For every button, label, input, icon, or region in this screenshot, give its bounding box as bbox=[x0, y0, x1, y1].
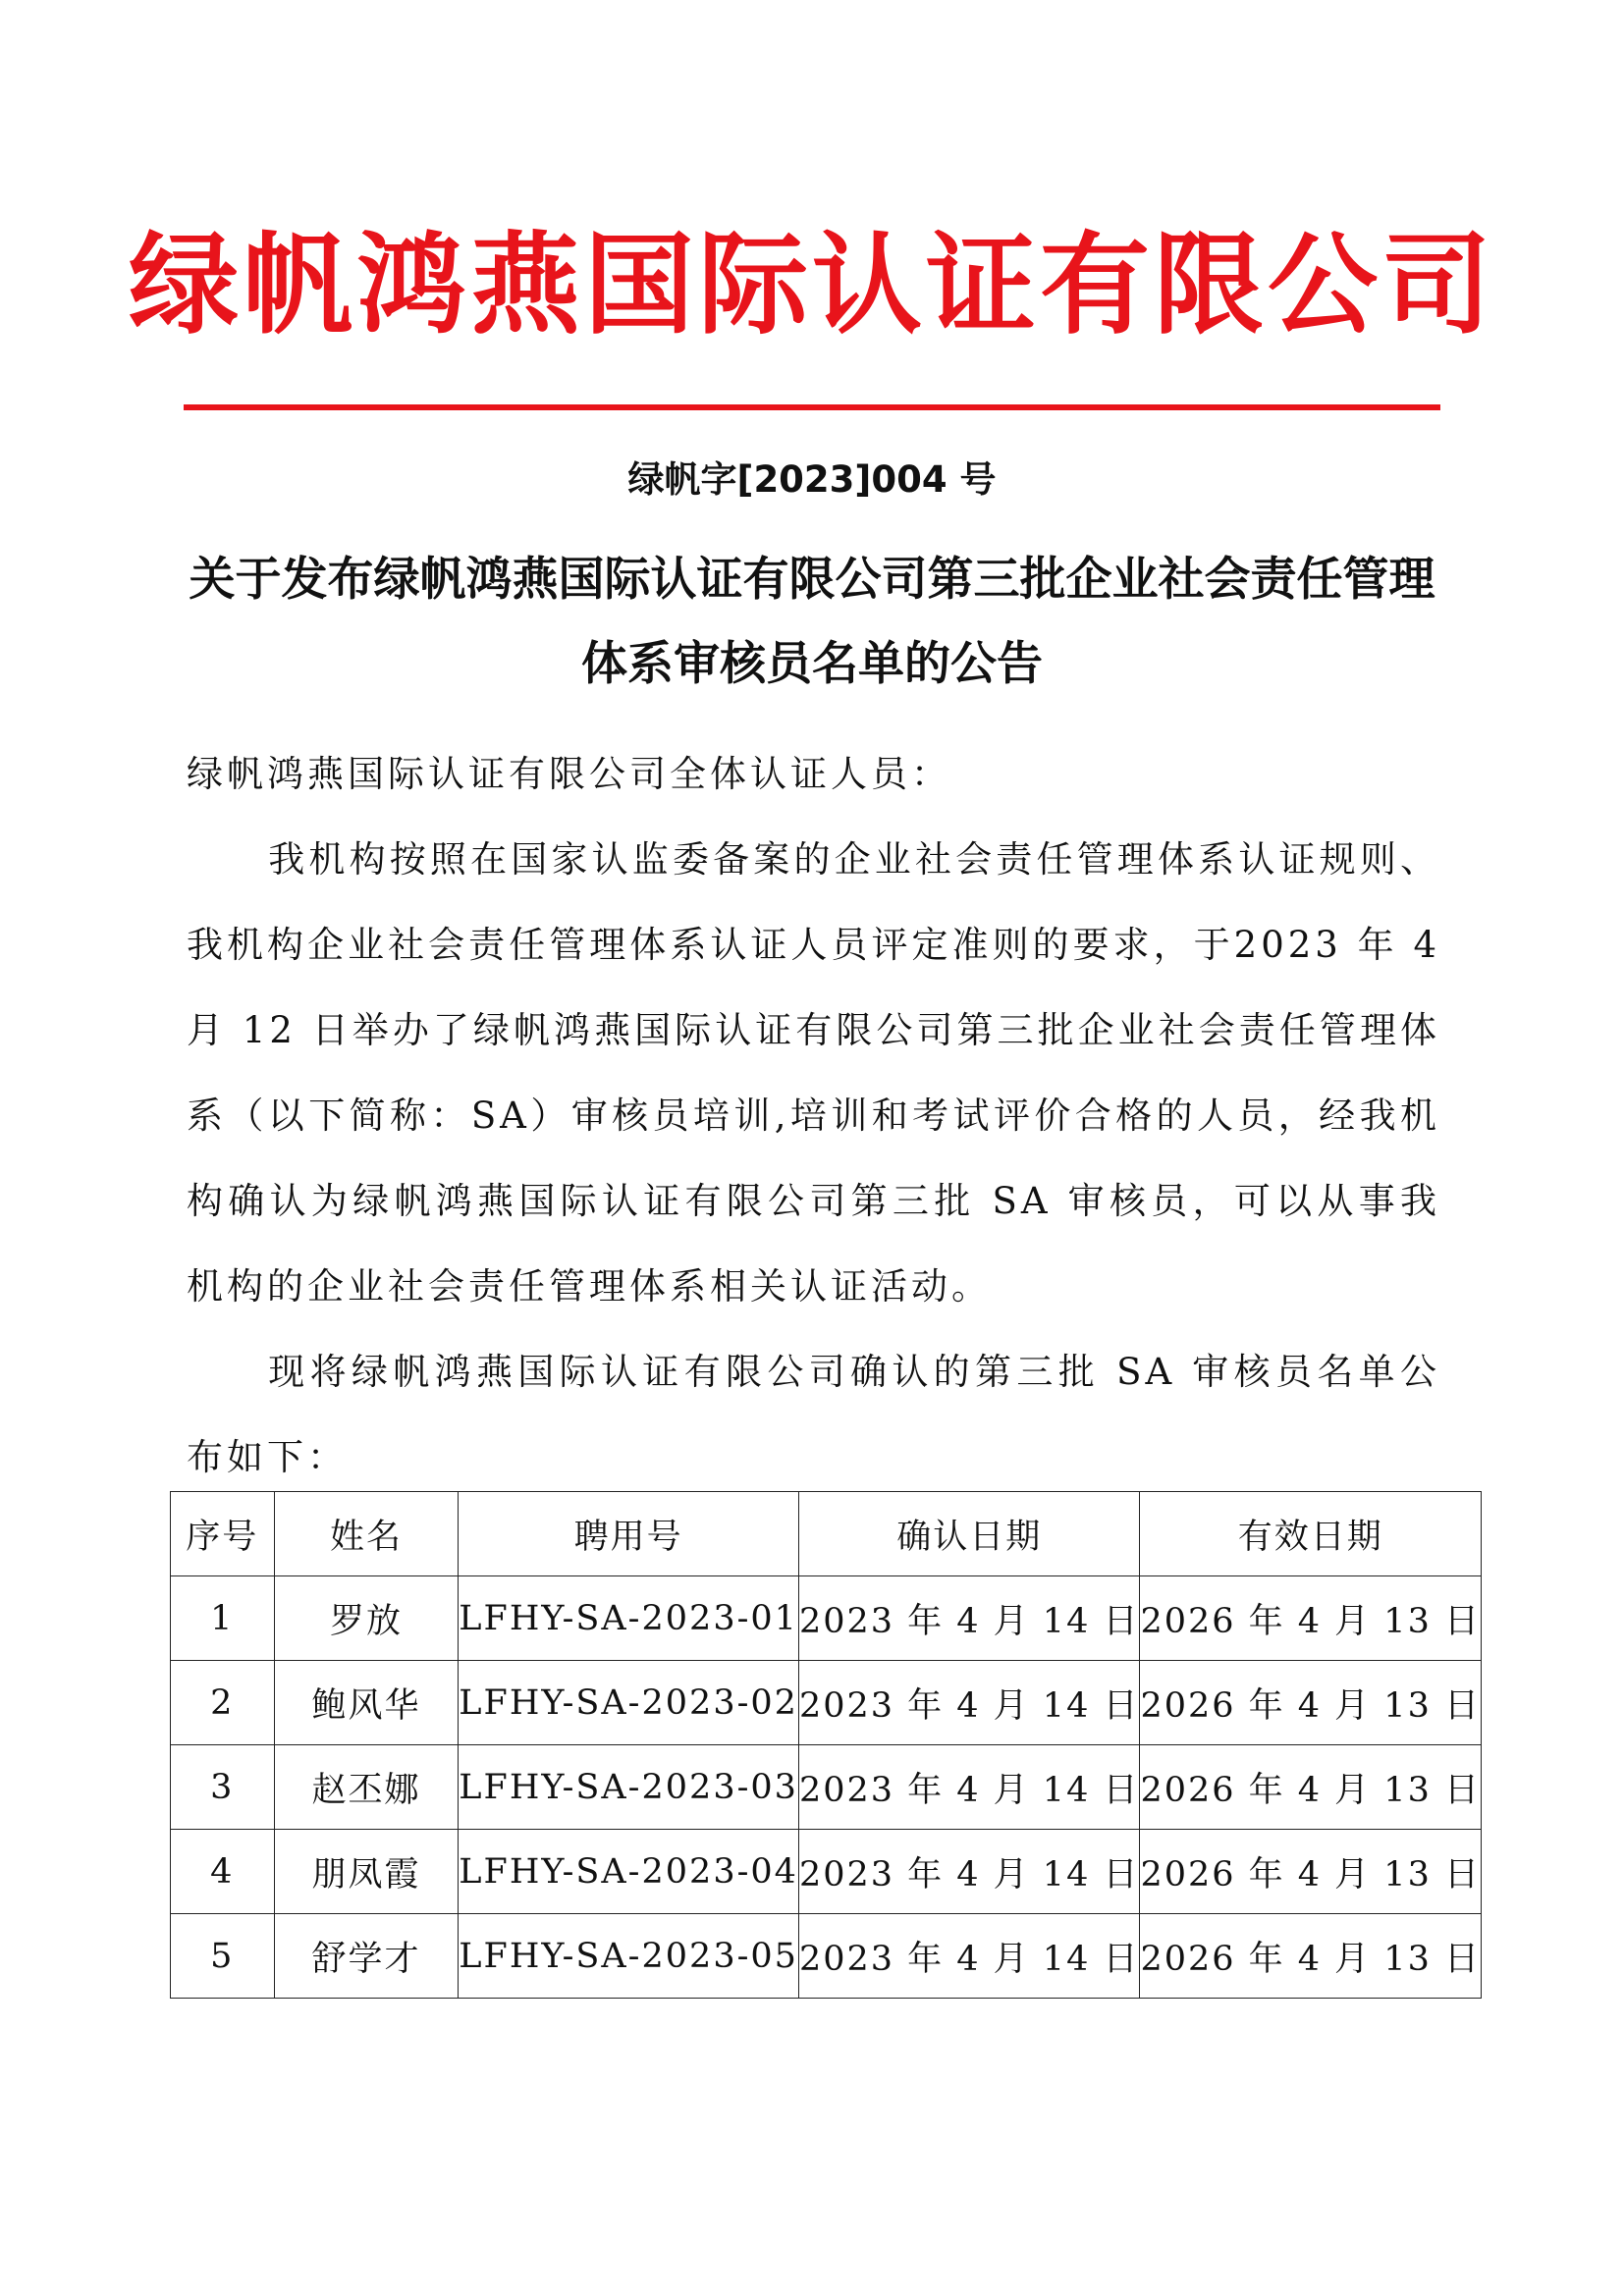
cell-seq: 1 bbox=[171, 1576, 275, 1661]
salutation: 绿帆鸿燕国际认证有限公司全体认证人员： bbox=[187, 753, 951, 795]
column-header-name: 姓名 bbox=[274, 1492, 459, 1576]
cell-seq: 2 bbox=[171, 1661, 275, 1745]
cell-seq: 4 bbox=[171, 1830, 275, 1914]
cell-confirm-date: 2023 年 4 月 14 日 bbox=[798, 1745, 1140, 1830]
cell-valid-date: 2026 年 4 月 13 日 bbox=[1140, 1661, 1482, 1745]
table-header-row bbox=[171, 1492, 1482, 1576]
cell-employment-number: LFHY-SA-2023-04 bbox=[459, 1830, 799, 1914]
body-paragraph-1: 我机构按照在国家认监委备案的企业社会责任管理体系认证规则、我机构企业社会责任管理体系认证人员评定准则的要求，于2023 年 4 月 12 日举办了绿帆鸿燕国际认证有限公司第三批企业社会责任管理体系（以下简称：SA）审核员培训,培训和考试评价合格的人员，经我机构确认为绿帆鸿燕国际认证有限公司第三批 SA 审核员，可以从事我机构的企业社会责任管理体系相关认证活动。 bbox=[187, 838, 1440, 1308]
table-row bbox=[171, 1576, 1482, 1661]
cell-valid-date: 2026 年 4 月 13 日 bbox=[1140, 1745, 1482, 1830]
cell-employment-number: LFHY-SA-2023-01 bbox=[459, 1576, 799, 1661]
cell-name: 朋凤霞 bbox=[274, 1830, 459, 1914]
column-header-seq: 序号 bbox=[171, 1492, 275, 1576]
cell-valid-date: 2026 年 4 月 13 日 bbox=[1140, 1830, 1482, 1914]
cell-employment-number: LFHY-SA-2023-05 bbox=[459, 1914, 799, 1999]
cell-valid-date: 2026 年 4 月 13 日 bbox=[1140, 1914, 1482, 1999]
cell-name: 舒学才 bbox=[274, 1914, 459, 1999]
cell-confirm-date: 2023 年 4 月 14 日 bbox=[798, 1914, 1140, 1999]
table-row bbox=[171, 1914, 1482, 1999]
cell-confirm-date: 2023 年 4 月 14 日 bbox=[798, 1576, 1140, 1661]
header-red-rule bbox=[184, 404, 1440, 410]
cell-name: 罗放 bbox=[274, 1576, 459, 1661]
column-header-confirm-date: 确认日期 bbox=[798, 1492, 1140, 1576]
column-header-valid-date: 有效日期 bbox=[1140, 1492, 1482, 1576]
body-paragraph-2: 现将绿帆鸿燕国际认证有限公司确认的第三批 SA 审核员名单公布如下： bbox=[187, 1351, 1440, 1478]
table-row bbox=[171, 1661, 1482, 1745]
cell-seq: 5 bbox=[171, 1914, 275, 1999]
cell-valid-date: 2026 年 4 月 13 日 bbox=[1140, 1576, 1482, 1661]
cell-seq: 3 bbox=[171, 1745, 275, 1830]
cell-confirm-date: 2023 年 4 月 14 日 bbox=[798, 1830, 1140, 1914]
table-row bbox=[171, 1830, 1482, 1914]
notice-title: 关于发布绿帆鸿燕国际认证有限公司第三批企业社会责任管理体系审核员名单的公告 bbox=[189, 553, 1435, 691]
column-header-employment-number: 聘用号 bbox=[459, 1492, 799, 1576]
auditor-roster-table bbox=[170, 1491, 1482, 1999]
cell-employment-number: LFHY-SA-2023-03 bbox=[459, 1745, 799, 1830]
cell-name: 赵丕娜 bbox=[274, 1745, 459, 1830]
notice-body bbox=[187, 731, 1440, 1500]
document-number: 绿帆字[2023]004 号 bbox=[627, 458, 997, 501]
organization-name-header: 绿帆鸿燕国际认证有限公司 bbox=[129, 222, 1495, 349]
cell-name: 鲍风华 bbox=[274, 1661, 459, 1745]
table-row bbox=[171, 1745, 1482, 1830]
cell-confirm-date: 2023 年 4 月 14 日 bbox=[798, 1661, 1140, 1745]
cell-employment-number: LFHY-SA-2023-02 bbox=[459, 1661, 799, 1745]
